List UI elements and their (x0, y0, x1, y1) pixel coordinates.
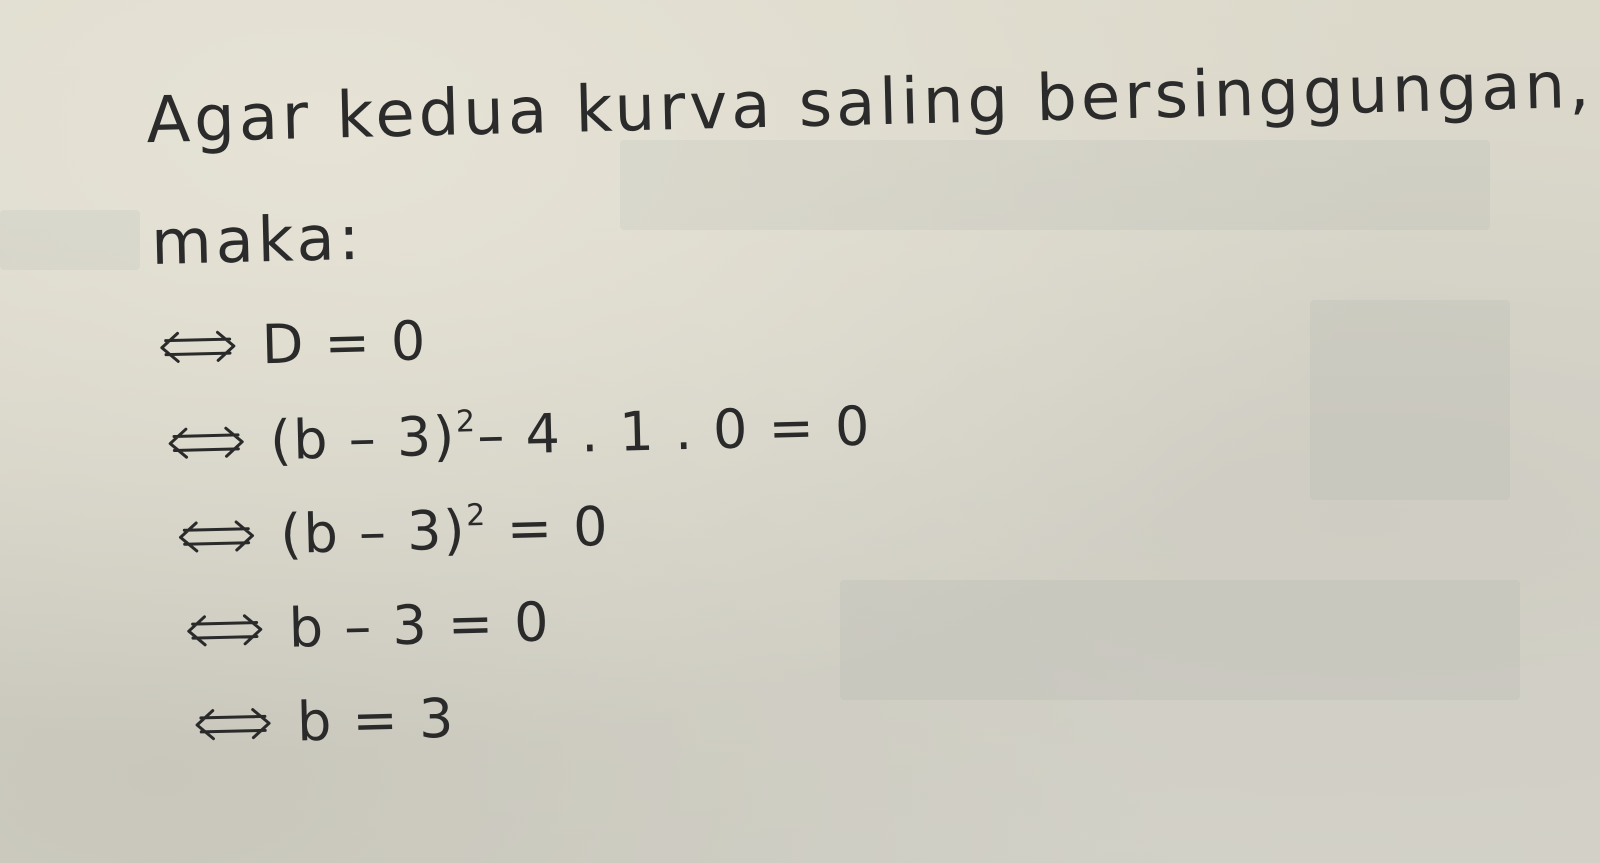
equation-base: (b – 3) (269, 404, 457, 473)
equation-step-1 (155, 309, 428, 379)
equation-text (269, 394, 872, 472)
equation-step-2 (163, 394, 872, 474)
paragraph-line-1: Agar kedua kurva saling bersinggungan, (145, 48, 1595, 159)
equation-exponent: 2 (465, 497, 488, 534)
equation-step-4 (182, 590, 551, 662)
equation-text: b = 3 (296, 686, 456, 754)
equation-rest: – 4 . 1 . 0 = 0 (476, 394, 873, 468)
left-right-double-arrow-icon (182, 607, 267, 653)
equation-text (280, 495, 611, 566)
equation-text: b – 3 = 0 (287, 590, 552, 660)
equation-step-5 (190, 687, 456, 756)
equation-exponent: 2 (455, 404, 478, 440)
equation-step-3 (174, 495, 611, 569)
equation-text: D = 0 (261, 309, 429, 377)
paragraph-line-2: maka: (150, 200, 365, 279)
left-right-double-arrow-icon (164, 419, 249, 465)
left-right-double-arrow-icon (155, 323, 240, 369)
equation-rest: = 0 (486, 494, 611, 561)
left-right-double-arrow-icon (191, 701, 276, 747)
left-right-double-arrow-icon (174, 513, 259, 559)
equation-base: (b – 3) (279, 498, 468, 566)
